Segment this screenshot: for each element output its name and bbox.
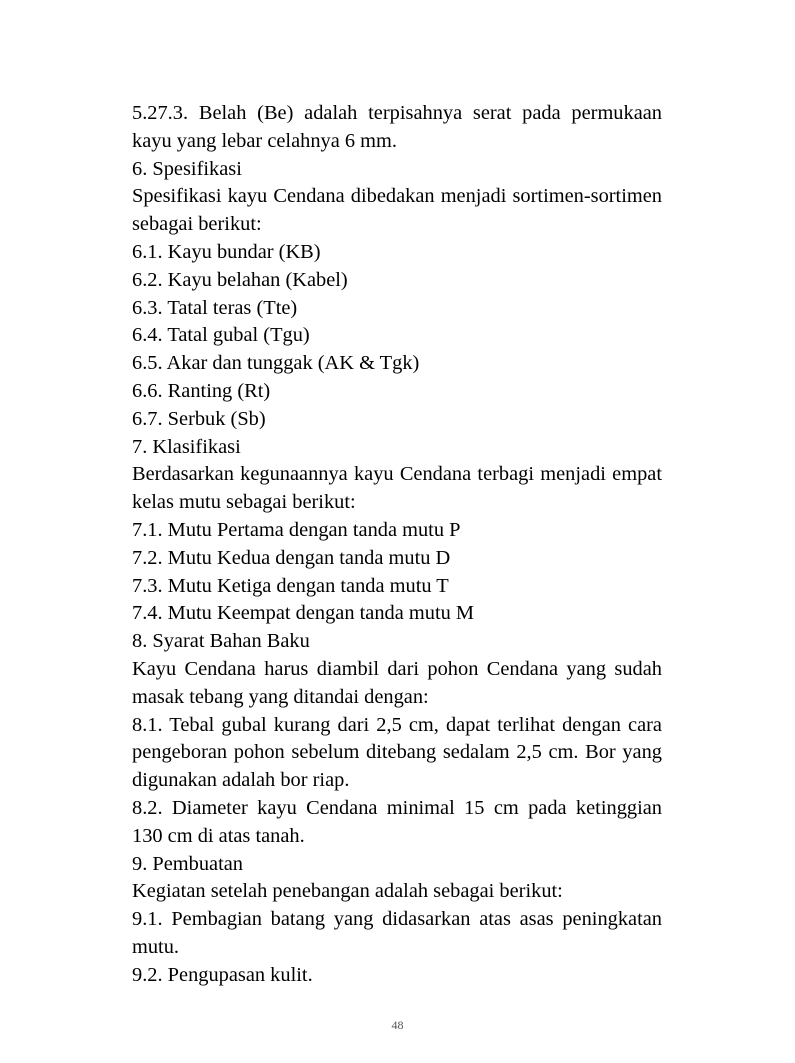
page-number: 48 — [391, 1018, 404, 1032]
list-item-klasifikasi: 7.1. Mutu Pertama dengan tanda mutu P — [132, 518, 461, 541]
paragraph-pembuatan-9-2: 9.2. Pengupasan kulit. — [132, 963, 313, 986]
heading-syarat-bahan-baku: 8. Syarat Bahan Baku — [132, 630, 310, 653]
paragraph-syarat: Kayu Cendana harus diambil dari pohon Cendana yang sudah masak tebang yang ditandai dengan: — [132, 657, 662, 708]
heading-klasifikasi: 7. Klasifikasi — [132, 435, 241, 458]
heading-spesifikasi: 6. Spesifikasi — [132, 157, 242, 180]
list-item-spesifikasi: 6.5. Akar dan tunggak (AK & Tgk) — [132, 352, 420, 375]
list-item-spesifikasi: 6.4. Tatal gubal (Tgu) — [132, 324, 310, 347]
paragraph-pembuatan: Kegiatan setelah penebangan adalah sebagai berikut: — [132, 880, 563, 903]
list-item-spesifikasi: 6.1. Kayu bundar (KB) — [132, 240, 321, 263]
heading-pembuatan: 9. Pembuatan — [132, 852, 243, 875]
list-item-klasifikasi: 7.3. Mutu Ketiga dengan tanda mutu T — [132, 574, 449, 597]
list-item-spesifikasi: 6.2. Kayu belahan (Kabel) — [132, 268, 348, 291]
list-item-spesifikasi: 6.3. Tatal teras (Tte) — [132, 296, 298, 319]
list-item-spesifikasi: 6.7. Serbuk (Sb) — [132, 407, 266, 430]
paragraph-spesifikasi: Spesifikasi kayu Cendana dibedakan menjadi sortimen-sortimen sebagai berikut: — [132, 185, 662, 236]
paragraph-belah: 5.27.3. Belah (Be) adalah terpisahnya serat pada permukaan kayu yang lebar celahnya 6 mm. — [132, 102, 662, 152]
paragraph-syarat-8-1: 8.1. Tebal gubal kurang dari 2,5 cm, dapat terlihat dengan cara pengeboran pohon sebelum ditebang sedalam 2,5 cm. Bor yang digunakan adalah bor riap. — [132, 713, 662, 792]
paragraph-klasifikasi: Berdasarkan kegunaannya kayu Cendana terbagi menjadi empat kelas mutu sebagai berikut: — [132, 463, 662, 514]
document-body — [132, 100, 662, 990]
paragraph-pembuatan-9-1: 9.1. Pembagian batang yang didasarkan atas asas peningkatan mutu. — [132, 908, 662, 958]
paragraph-syarat-8-2: 8.2. Diameter kayu Cendana minimal 15 cm pada ketinggian 130 cm di atas tanah. — [132, 796, 662, 847]
list-item-spesifikasi: 6.6. Ranting (Rt) — [132, 379, 271, 402]
list-item-klasifikasi: 7.4. Mutu Keempat dengan tanda mutu M — [132, 602, 475, 625]
list-item-klasifikasi: 7.2. Mutu Kedua dengan tanda mutu D — [132, 546, 451, 569]
